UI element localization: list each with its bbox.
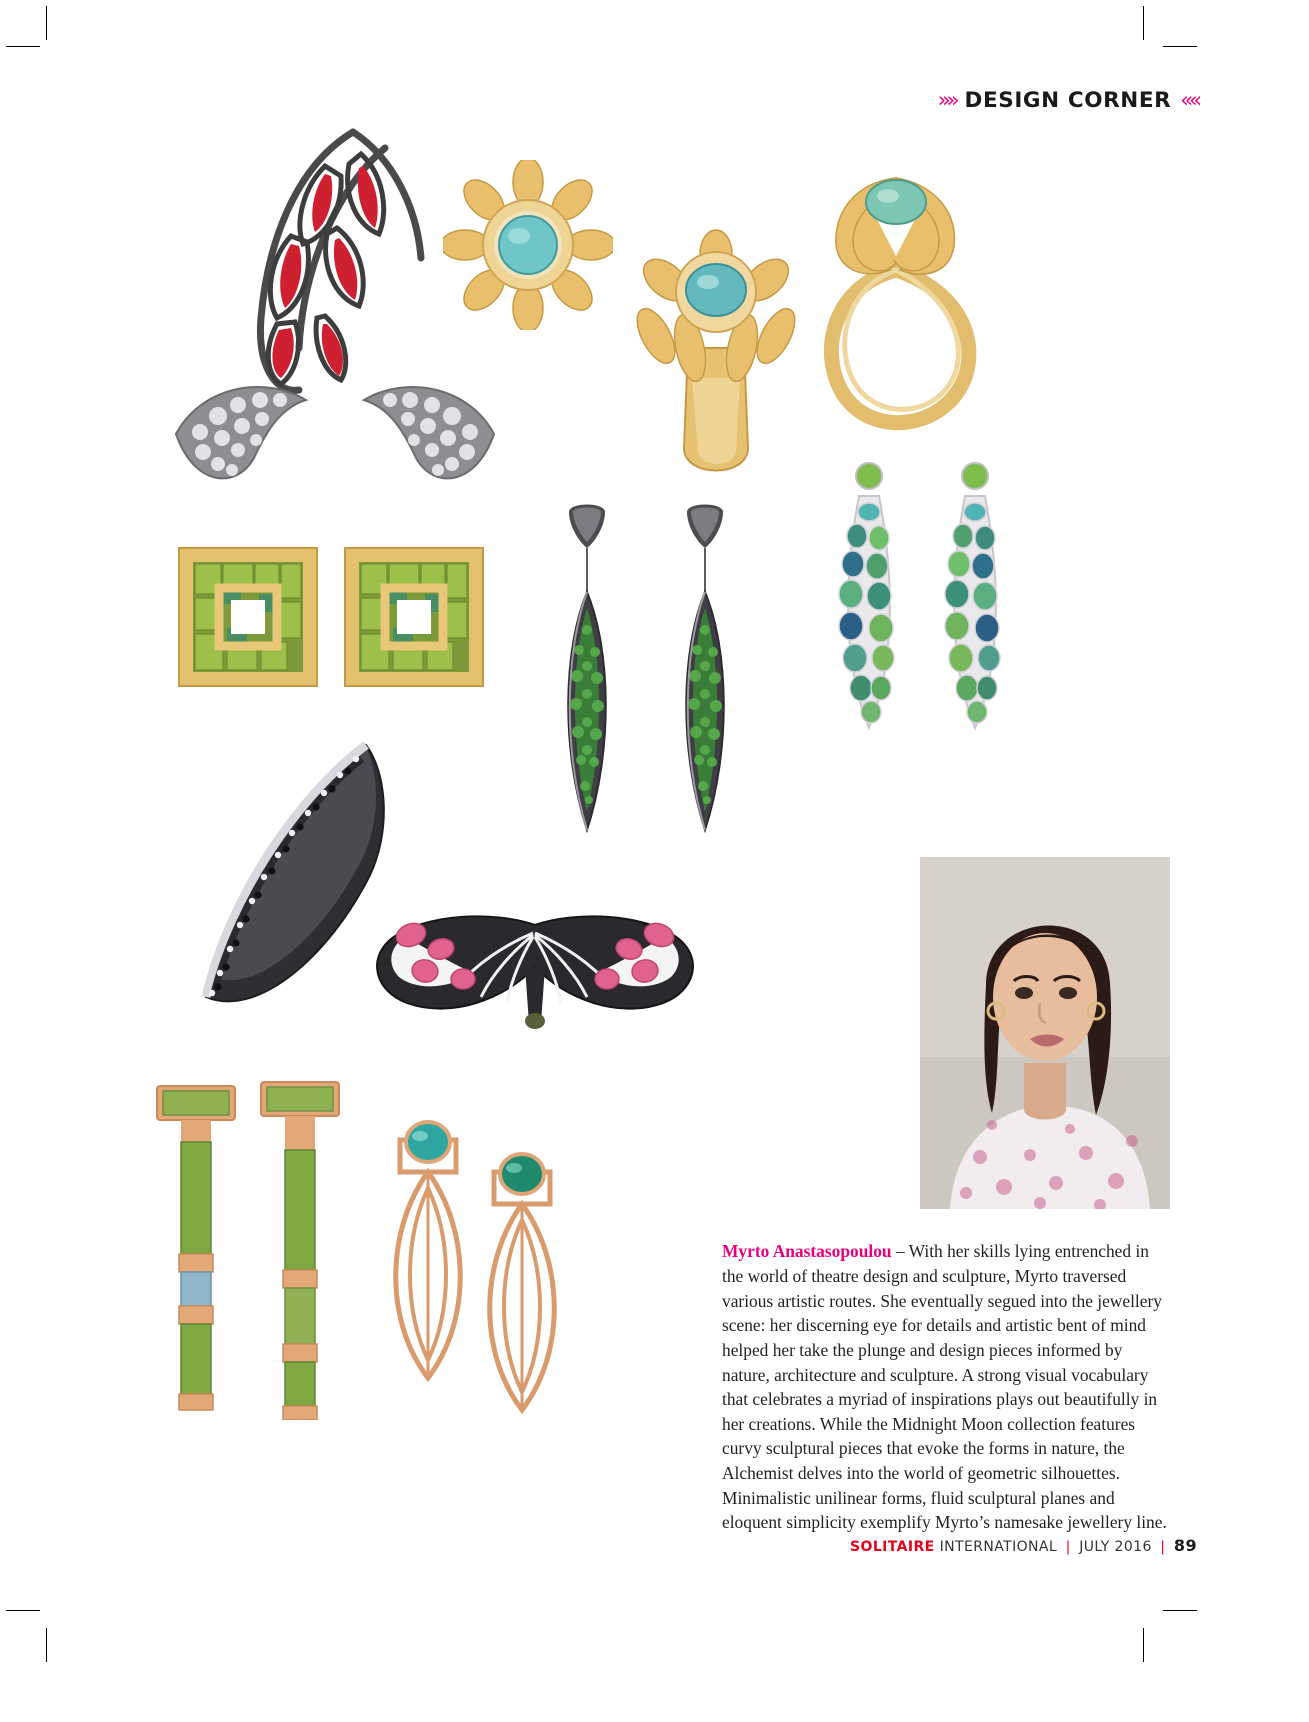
paraiba-cluster-ring-gold bbox=[626, 228, 806, 518]
page-footer bbox=[850, 1536, 1197, 1555]
article-text: With her skills lying entrenched in the world of theatre design and sculpture, Myrto traversed various artistic routes. She eventually segued into the jewellery scene: her discerning eye for details and artistic bent of mind helped her take the plunge and design pieces informed by nature, architecture and sculpture. A strong visual vocabulary that celebrates a myriad of inspirations plays out beautifully in her creations. While the Midnight Moon collection features curvy sculptural pieces that evoke the forms in nature, the Alchemist delves into the world of geometric silhouettes. Minimalistic unilinear forms, fluid sculptural planes and eloquent simplicity exemplify Myrto’s namesake jewellery line. bbox=[722, 1241, 1167, 1533]
footer-separator: ❘ bbox=[1062, 1539, 1075, 1555]
footer-brand: SOLITAIRE bbox=[850, 1539, 935, 1555]
designer-name: Myrto Anastasopoulou bbox=[722, 1241, 892, 1262]
tsavorite-leaf-drop-earrings bbox=[555, 500, 755, 850]
peridot-baguette-linear-earrings bbox=[145, 1080, 355, 1420]
ruby-leaf-statement-ring bbox=[233, 118, 463, 408]
pave-diamond-crescent-earrings bbox=[170, 372, 500, 502]
crop-mark-bottom-left-h bbox=[6, 1610, 40, 1611]
crop-mark-top-right-h bbox=[1163, 46, 1197, 47]
crop-mark-top-left-v bbox=[46, 6, 47, 40]
black-diamond-pave-leaf-brooch bbox=[180, 735, 430, 1045]
chevron-left-icon-right: «« bbox=[1180, 88, 1198, 112]
footer-page-number: 89 bbox=[1173, 1536, 1197, 1555]
crop-mark-bottom-left-v bbox=[46, 1628, 47, 1662]
lead-dash: – bbox=[891, 1241, 909, 1262]
green-tourmaline-swirl-ring bbox=[800, 160, 990, 435]
page-title: DESIGN CORNER bbox=[964, 88, 1172, 113]
article-body bbox=[722, 1239, 1170, 1535]
paraiba-flower-ring-gold bbox=[443, 160, 613, 330]
section-header bbox=[938, 88, 1198, 113]
designer-portrait bbox=[920, 857, 1170, 1209]
chevron-right-icon-left: »» bbox=[937, 88, 956, 112]
green-gemstone-tassel-earrings bbox=[825, 460, 1025, 760]
crop-mark-bottom-right-v bbox=[1143, 1628, 1144, 1662]
crop-mark-bottom-right-h bbox=[1163, 1610, 1197, 1611]
turquoise-cabochon-rose-gold-earrings bbox=[370, 1110, 610, 1420]
footer-separator-2: ❘ bbox=[1156, 1539, 1169, 1555]
footer-date: JULY 2016 bbox=[1079, 1539, 1152, 1555]
crop-mark-top-right-v bbox=[1143, 6, 1144, 40]
footer-brand-suffix: INTERNATIONAL bbox=[939, 1539, 1058, 1555]
crop-mark-top-left-h bbox=[6, 46, 40, 47]
square-peridot-frame-earrings bbox=[175, 542, 485, 692]
pink-tourmaline-butterfly-wing-brooch bbox=[365, 905, 705, 1045]
